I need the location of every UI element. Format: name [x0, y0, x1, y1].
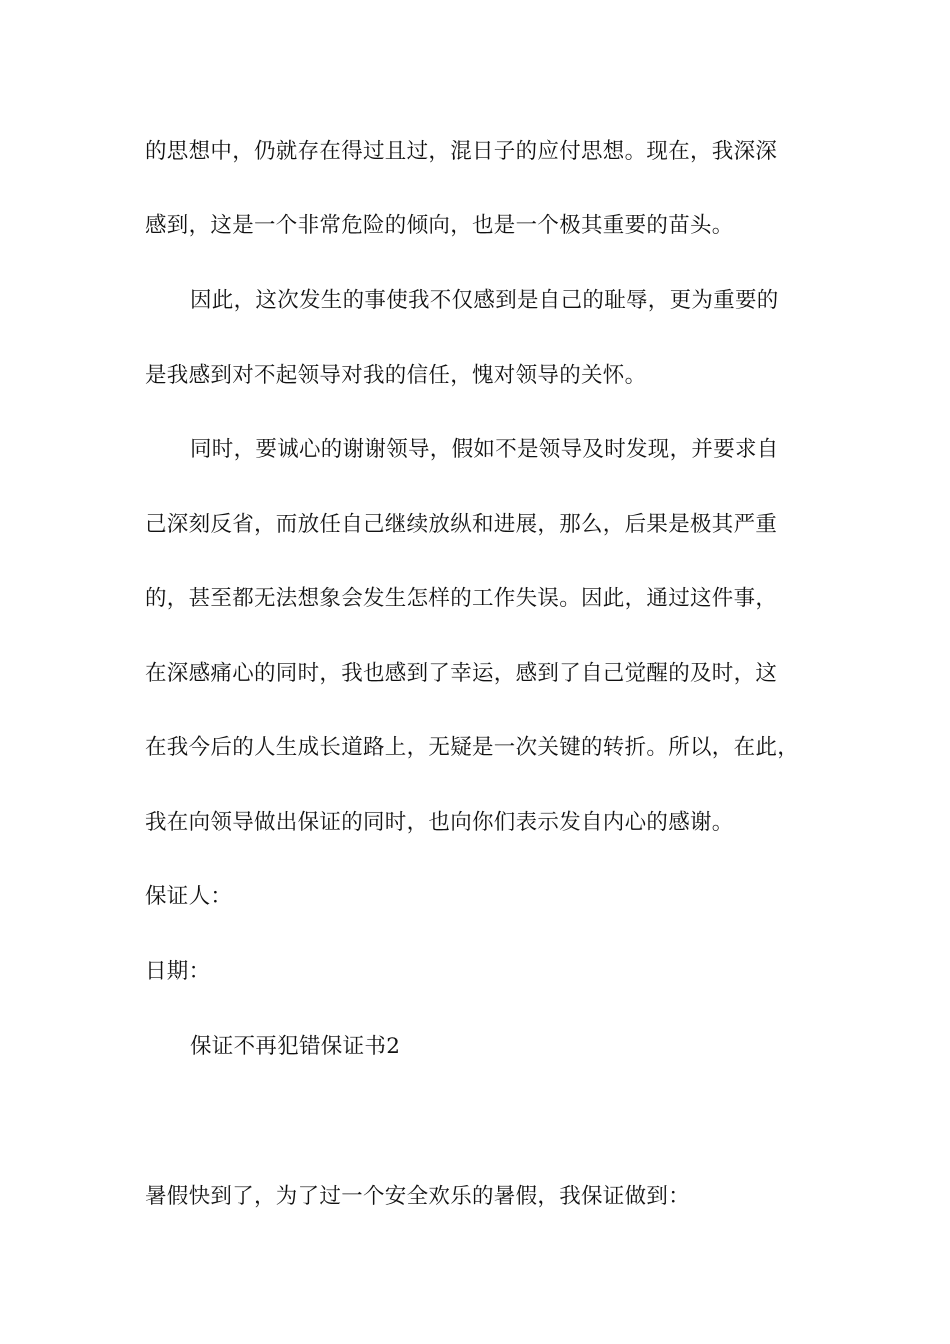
date-label: 日期： — [145, 959, 211, 984]
paragraph-line: 己深刻反省，而放任自己继续放纵和进展，那么，后果是极其严重 — [145, 512, 778, 537]
paragraph-line: 因此，这次发生的事使我不仅感到是自己的耻辱，更为重要的 — [190, 288, 779, 313]
paragraph-line: 感到，这是一个非常危险的倾向，也是一个极其重要的苗头。 — [145, 213, 734, 238]
paragraph-line: 的，甚至都无法想象会发生怎样的工作失误。因此，通过这件事， — [145, 586, 778, 611]
section-title: 保证不再犯错保证书2 — [190, 1034, 401, 1059]
paragraph-line: 在深感痛心的同时，我也感到了幸运，感到了自己觉醒的及时，这 — [145, 661, 778, 686]
paragraph-line: 我在向领导做出保证的同时，也向你们表示发自内心的感谢。 — [145, 810, 734, 835]
paragraph-line: 的思想中，仍就存在得过且过，混日子的应付思想。现在，我深深 — [145, 139, 778, 164]
guarantor-label: 保证人： — [145, 884, 233, 909]
paragraph-line: 在我今后的人生成长道路上，无疑是一次关键的转折。所以，在此， — [145, 735, 800, 760]
paragraph-line: 是我感到对不起领导对我的信任，愧对领导的关怀。 — [145, 363, 647, 388]
paragraph-line: 暑假快到了，为了过一个安全欢乐的暑假，我保证做到： — [145, 1184, 691, 1209]
paragraph-line: 同时，要诚心的谢谢领导，假如不是领导及时发现，并要求自 — [190, 437, 779, 462]
